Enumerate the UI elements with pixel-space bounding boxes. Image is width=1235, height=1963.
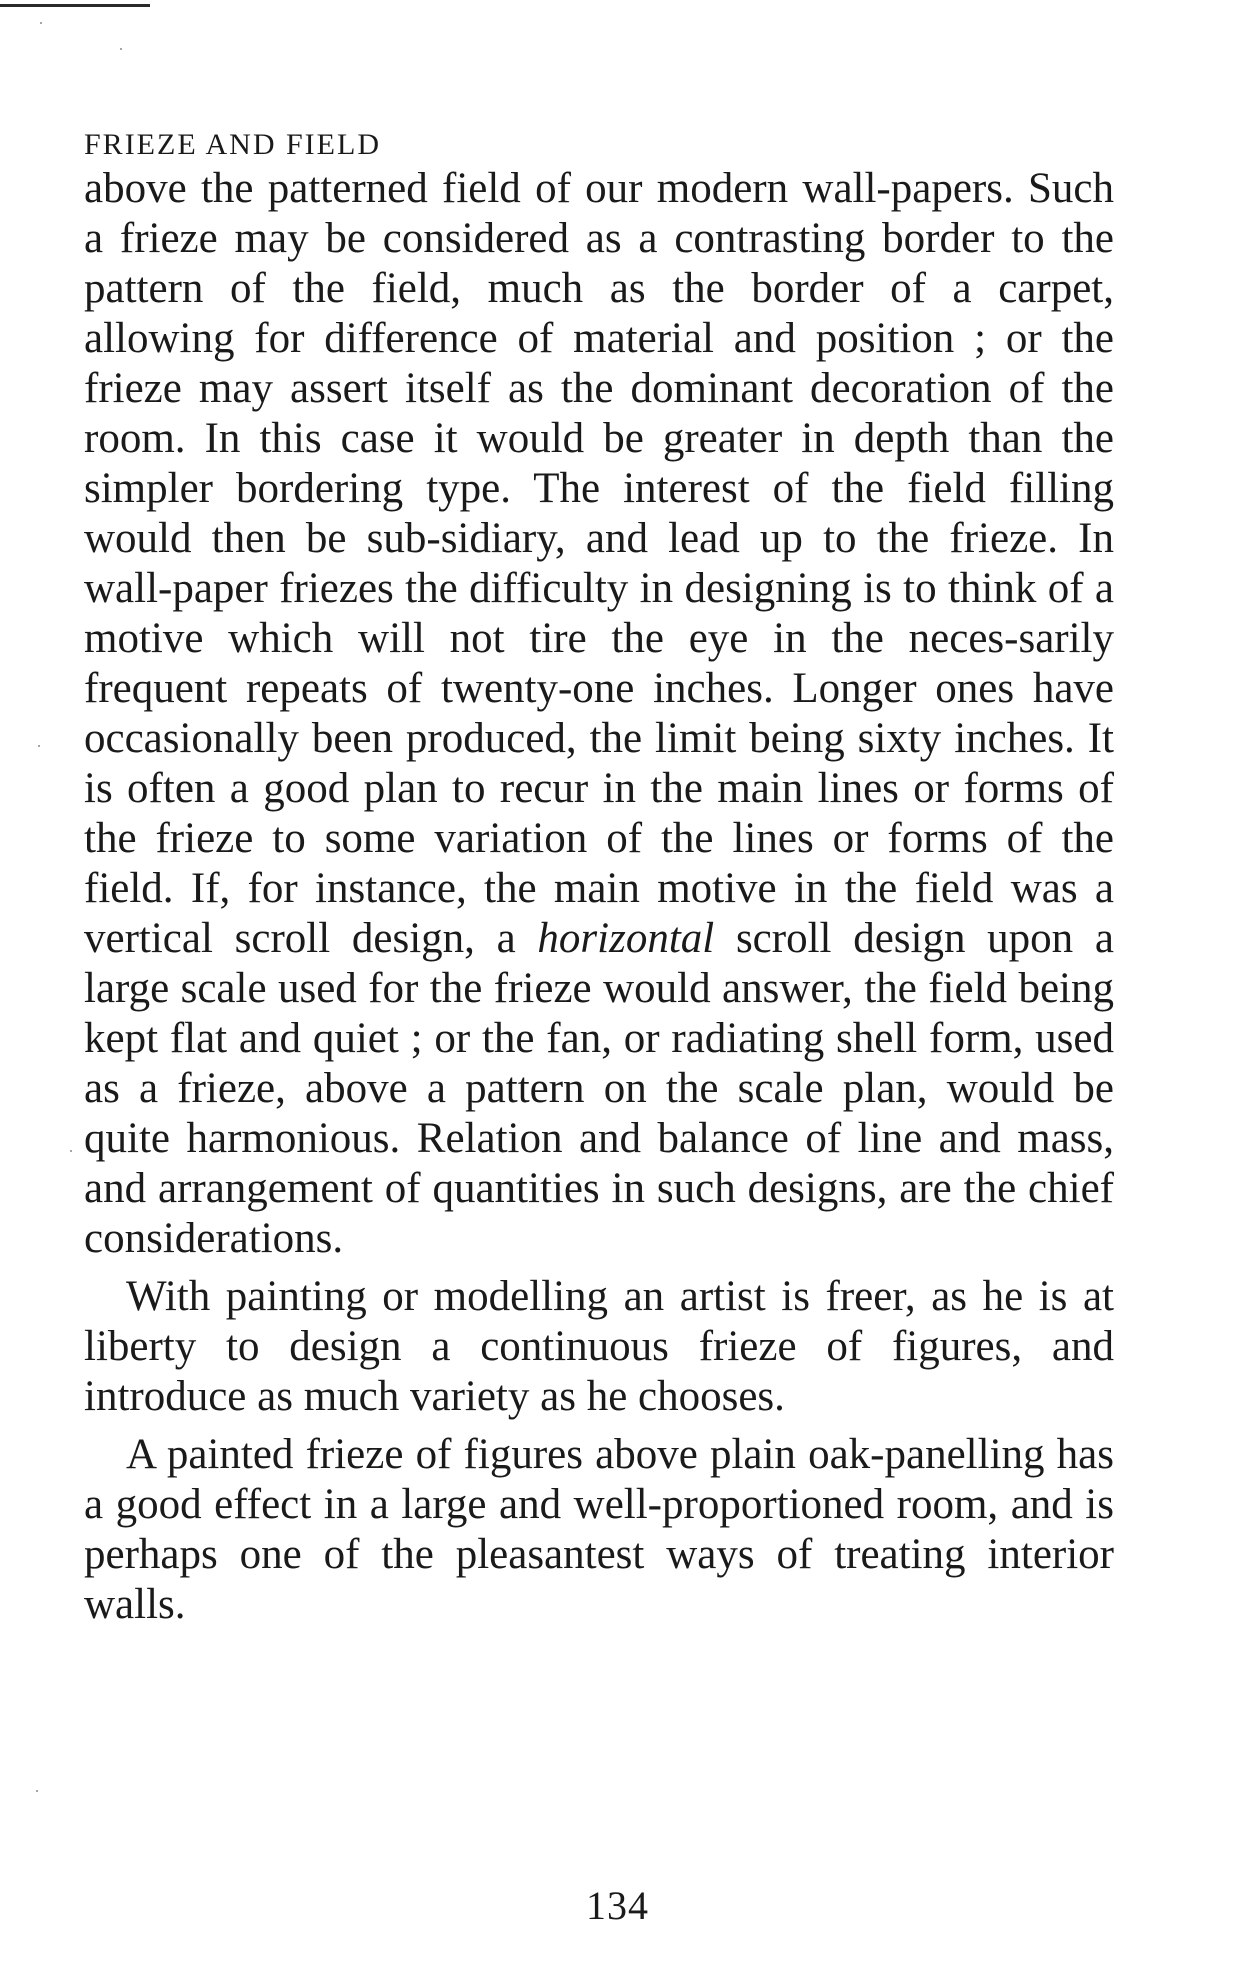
italic-emphasis: horizontal	[537, 915, 715, 962]
paragraph-painted-frieze	[84, 1430, 1114, 1630]
book-page	[84, 130, 1114, 1630]
paragraph-painting-modelling	[84, 1272, 1114, 1422]
text-segment: A painted frieze of figures above plain oak-panelling has a good effect in a large and well-proportioned room, and is perhaps one of the pleasantest ways of treating interior walls.	[84, 1431, 1114, 1628]
page-number: 134	[586, 1883, 649, 1928]
running-head: FRIEZE AND FIELD	[84, 128, 381, 161]
text-segment: scroll design upon a large scale used for the frieze would answer, the field being kept flat and quiet ; or the fan, or radiating shell form, used as a frieze, above a pattern on the scale plan, would be quite harmonious. Relation and balance of line and mass, and arrangement of quantities in such designs, are the chief considerations.	[84, 915, 1114, 1262]
text-segment: With painting or modelling an artist is freer, as he is at liberty to design a continuous frieze of figures, and introduce as much variety as he chooses.	[84, 1273, 1114, 1420]
scan-speck	[38, 745, 40, 747]
text-segment: above the patterned field of our modern wall-papers. Such a frieze may be considered as a contrasting border to the pattern of the field, much as the border of a carpet, allowing for difference of material and position ; or the frieze may assert itself as the dominant decoration of the room. In this case it would be greater in depth than the simpler bordering type. The interest of the field filling would then be sub-sidiary, and lead up to the frieze. In wall-paper friezes the difficulty in designing is to think of a motive which will not tire the eye in the neces-sarily frequent repeats of twenty-one inches. Longer ones have occasionally been produced, the limit being sixty inches. It is often a good plan to recur in the main lines or forms of the frieze to some variation of the lines or forms of the field. If, for instance, the main motive in the field was a vertical scroll design, a	[84, 165, 1114, 962]
scan-speck	[120, 48, 122, 50]
scan-speck	[36, 1790, 38, 1792]
paragraph-frieze-types	[84, 164, 1114, 1264]
scan-speck	[40, 22, 42, 24]
scan-speck	[70, 1150, 72, 1152]
scan-edge-rule	[0, 4, 150, 7]
